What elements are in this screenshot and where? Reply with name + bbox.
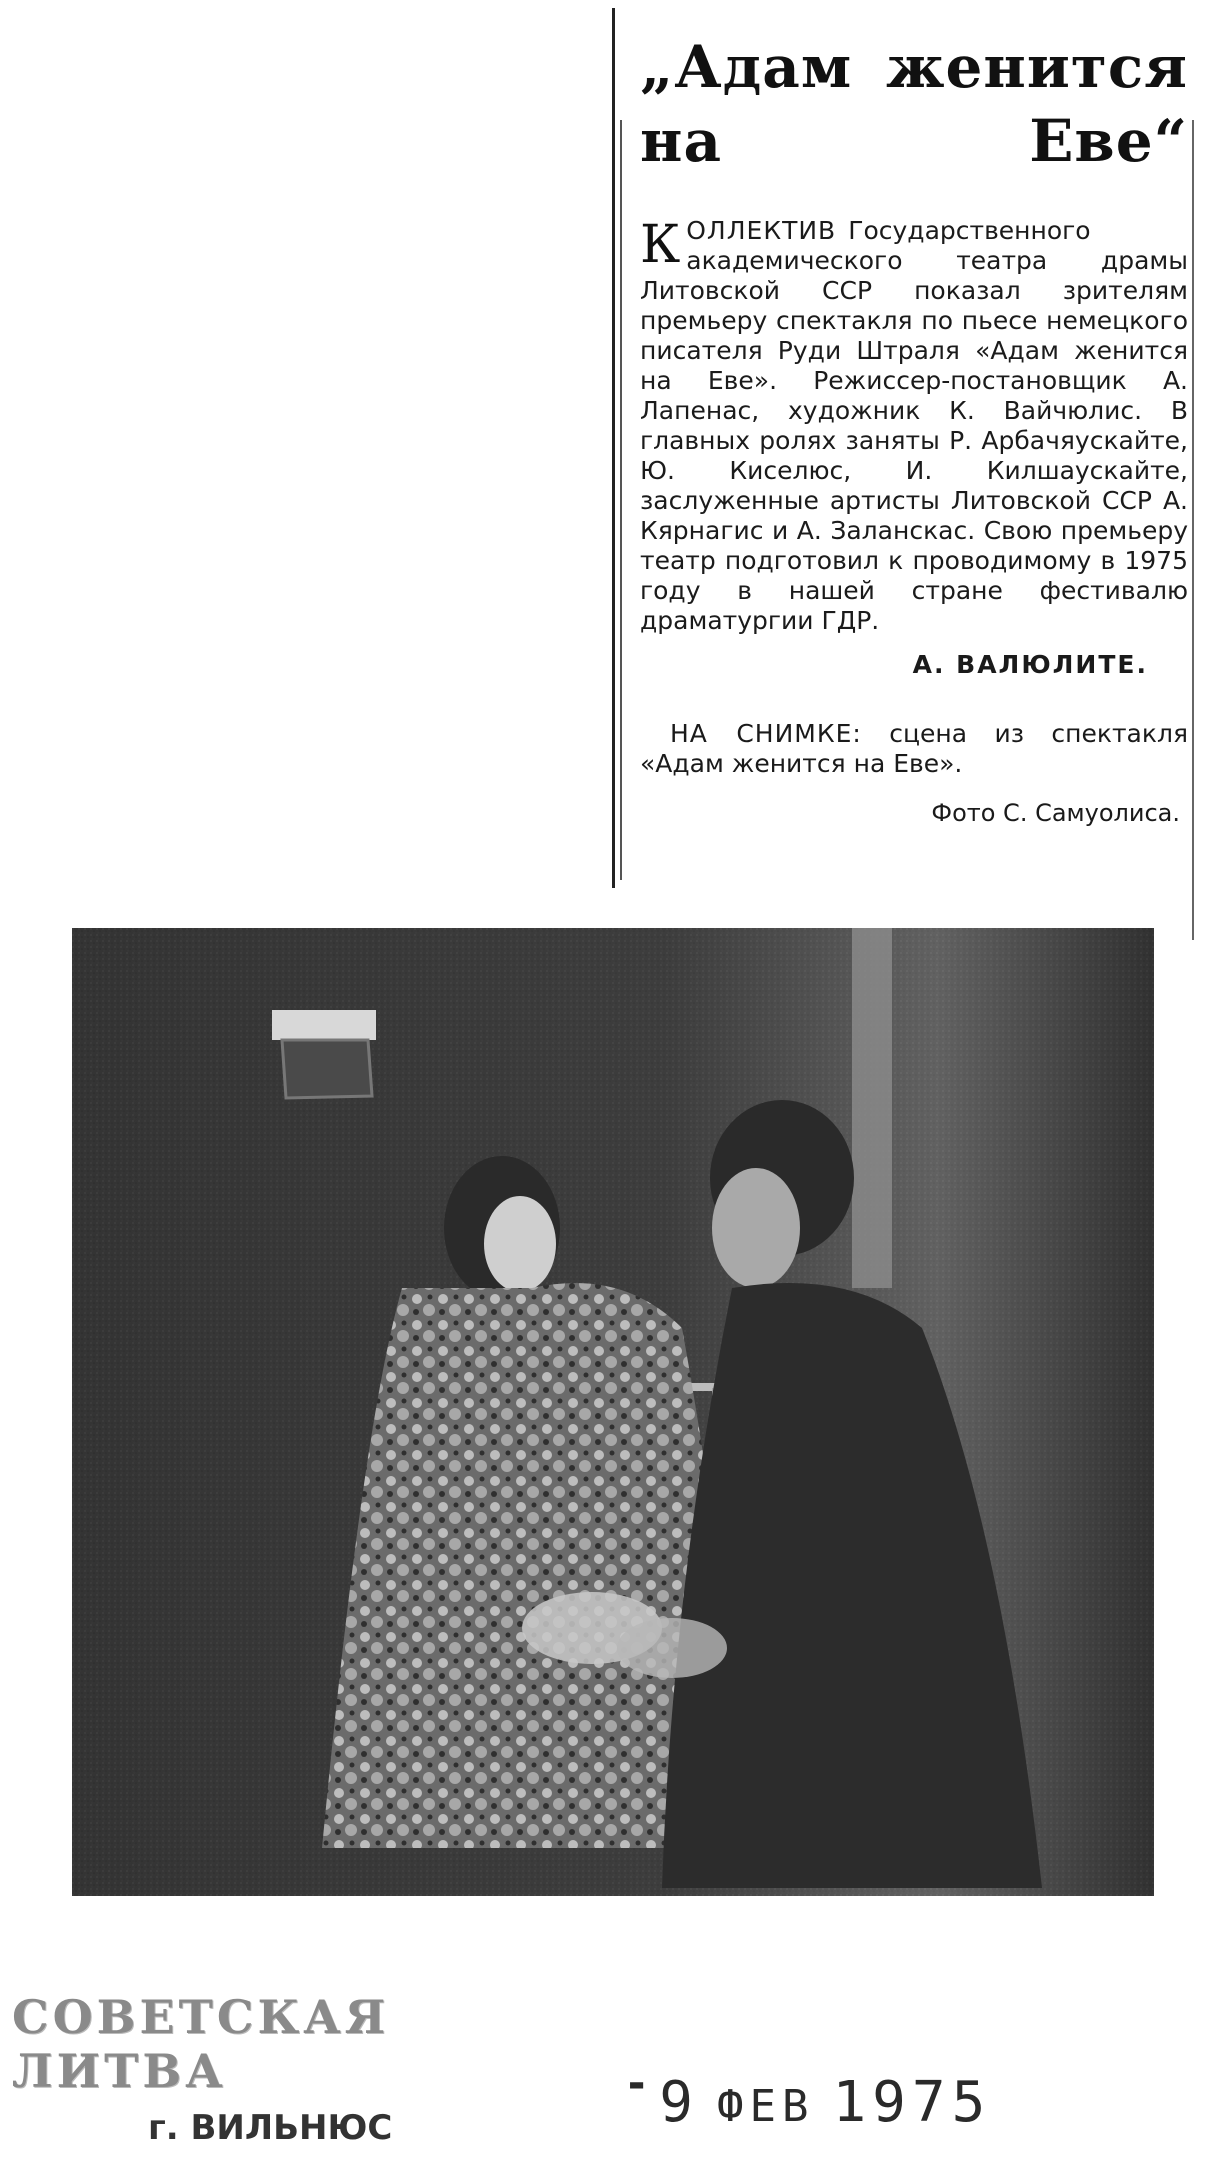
dropcap: К (640, 215, 681, 276)
date-month: ФЕВ (716, 2081, 815, 2132)
clipping-border-right (1192, 120, 1194, 940)
newspaper-city: г. ВИЛЬНЮС (148, 2108, 393, 2148)
article-body (640, 216, 1188, 636)
caption-lead: НА СНИМКЕ: (670, 719, 862, 749)
newspaper-stamp (12, 1990, 612, 2148)
article-author: А. ВАЛЮЛИТЕ. (912, 650, 1148, 680)
article (640, 30, 1188, 827)
clipping-border-left-inner (620, 120, 622, 880)
caption-text: сцена из спектакля «Адам женится на Еве». (640, 719, 1188, 779)
date-stamp (630, 2070, 991, 2135)
stage-photo-image (72, 928, 1154, 1896)
photo-caption (640, 719, 1188, 779)
photo-credit: Фото С. Самуолиса. (931, 799, 1180, 828)
newspaper-name: СОВЕТСКАЯ ЛИТВА (12, 1990, 390, 2098)
date-day: 9 (659, 2070, 699, 2135)
article-text: Государственного академического театра драмы Литовской ССР показал зрителям премьеру спектакля по пьесе немецкого писателя Руди Штраля «Адам женится на Еве». Режиссер-постановщик А. Лапенас, художник К. Вайчюлис. В главных ролях заняты Р. Арбачяускайте, Ю. Киселюс, И. Килшаускайте, заслуженные артисты Литовской ССР А. Кярнагис и А. Заланскас. Свою премьеру театр подготовил к проводимому в 1975 году в нашей стране фестивалю драматургии ГДР. (640, 216, 1188, 636)
date-stamp-mark: ▬ (630, 2072, 650, 2097)
clipping-border-left (612, 8, 615, 888)
stage-photo (72, 928, 1154, 1896)
date-year: 1975 (832, 2070, 992, 2135)
article-title: „Адам женится на Еве“ (640, 33, 1188, 176)
article-lead-word: ОЛЛЕКТИВ (686, 216, 837, 246)
